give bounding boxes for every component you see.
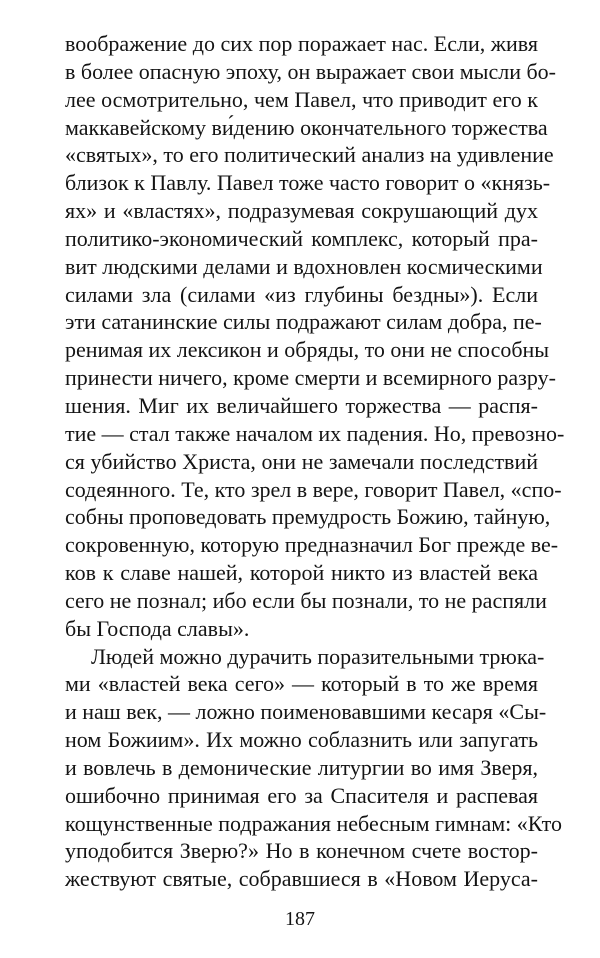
text-line: сего не познал; ибо если бы познали, то не распяли <box>65 587 547 613</box>
text-line: воображение до сих пор поражает нас. Если, живя <box>65 31 538 56</box>
text-line: содеянного. Те, кто зрел в вере, говорит Павел, «спо- <box>65 476 562 502</box>
text-line: ошибочно принимая его за Спасителя и распевая <box>65 782 538 808</box>
text-line: ков к славе нашей, которой никто из властей века <box>65 560 538 586</box>
text-line: собны проповедовать премудрость Божию, тайную, <box>65 504 551 530</box>
text-line: лее осмотрительно, чем Павел, что приводит его к <box>65 86 538 112</box>
text-line: и наш век, — ложно поименовавшими кесаря «Сы- <box>65 699 547 725</box>
paragraph-2 <box>65 643 562 894</box>
text-line: политико-экономический комплекс, который пра- <box>65 225 538 251</box>
text-line: вит людскими делами и вдохновлен космическими <box>65 253 543 279</box>
text-line: ном Божиим». Их можно соблазнить или запугать <box>65 727 538 753</box>
text-line: и вовлечь в демонические литургии во имя Зверя, <box>65 754 538 780</box>
text-line: «святых», то его политический анализ на удивление <box>65 142 554 168</box>
text-line: шения. Миг их величайшего торжества — распя- <box>65 392 538 418</box>
text-line: близок к Павлу. Павел тоже часто говорит о «князь- <box>65 170 551 196</box>
text-line: ми «властей века сего» — который в то же время <box>65 671 538 697</box>
text-line: сокровенную, которую предназначил Бог прежде ве- <box>65 532 559 558</box>
text-line: кощунственные подражания небесным гимнам: «Кто <box>65 810 562 836</box>
text-line: маккавейскому ви́дению окончательного торжества <box>65 114 548 140</box>
text-line: эти сатанинские силы подражают силам добра, пе- <box>65 309 542 335</box>
text-line: силами зла (силами «из глубины бездны»). Если <box>65 281 538 307</box>
paragraph-1 <box>65 30 565 643</box>
text-line: принести ничего, кроме смерти и всемирного разру- <box>65 365 556 391</box>
text-line: жествуют святые, собравшиеся в «Новом Иеруса- <box>65 866 538 892</box>
text-line: в более опасную эпоху, он выражает свои мысли бо- <box>65 58 557 84</box>
text-line: ях» и «властях», подразумевая сокрушающий дух <box>65 198 538 224</box>
text-line: тие — стал также началом их падения. Но, превозно- <box>65 420 565 446</box>
page-body <box>65 30 565 893</box>
page-number: 187 <box>285 908 315 930</box>
text-line: ся убийство Христа, они не замечали последствий <box>65 448 538 474</box>
text-line: ренимая их лексикон и обряды, то они не способны <box>65 337 550 363</box>
text-line: уподобится Зверю?» Но в конечном счете востор- <box>65 838 538 864</box>
text-line: бы Господа славы». <box>65 615 250 641</box>
text-line: Людей можно дурачить поразительными трюка- <box>91 643 545 669</box>
